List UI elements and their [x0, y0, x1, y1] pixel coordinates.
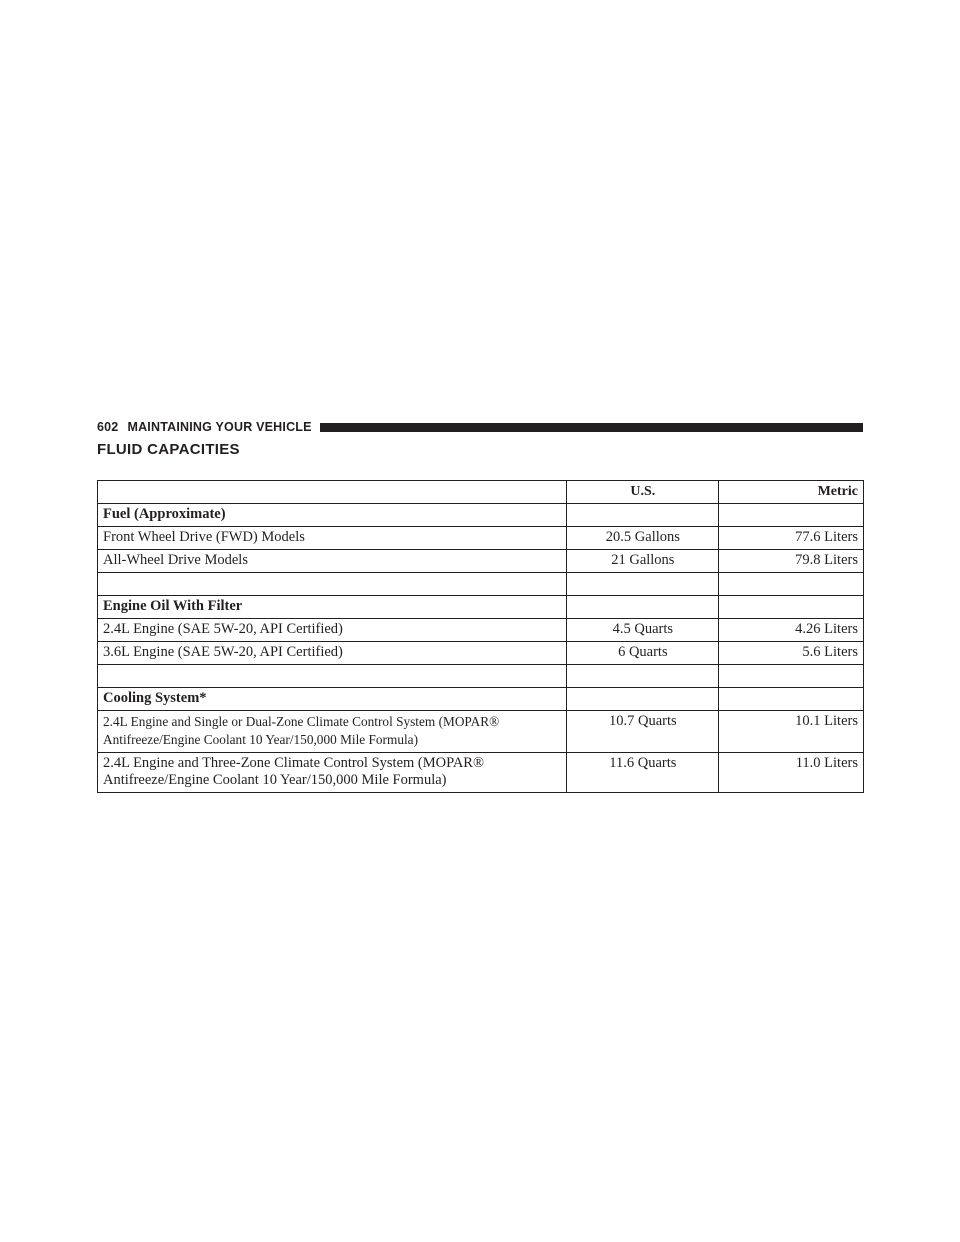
row-metric-value: [719, 596, 864, 619]
page-number: 602: [97, 420, 119, 434]
table-row: [98, 527, 864, 550]
row-metric-value: 10.1 Liters: [719, 711, 864, 753]
row-us-value: [567, 665, 719, 688]
table-row: [98, 619, 864, 642]
row-description: All-Wheel Drive Models: [98, 550, 567, 573]
table-row-blank: [98, 665, 864, 688]
table-row: [98, 504, 864, 527]
row-us-value: [567, 573, 719, 596]
row-us-value: 21 Gallons: [567, 550, 719, 573]
row-metric-value: 11.0 Liters: [719, 753, 864, 793]
row-description: 3.6L Engine (SAE 5W-20, API Certified): [98, 642, 567, 665]
row-description: 2.4L Engine and Single or Dual-Zone Climate Control System (MOPAR® Antifreeze/Engine Coolant 10 Year/150,000 Mile Formula): [98, 711, 567, 753]
page-title: FLUID CAPACITIES: [97, 441, 240, 458]
row-description: [98, 665, 567, 688]
row-metric-value: 5.6 Liters: [719, 642, 864, 665]
row-us-value: 6 Quarts: [567, 642, 719, 665]
column-header-metric: Metric: [719, 481, 864, 504]
row-us-value: 4.5 Quarts: [567, 619, 719, 642]
row-description: [98, 573, 567, 596]
row-description: Fuel (Approximate): [98, 504, 567, 527]
column-header-us: U.S.: [567, 481, 719, 504]
row-metric-value: 4.26 Liters: [719, 619, 864, 642]
row-us-value: [567, 596, 719, 619]
row-us-value: 20.5 Gallons: [567, 527, 719, 550]
column-header-description: [98, 481, 567, 504]
row-us-value: [567, 688, 719, 711]
fluid-capacities-table: [97, 480, 864, 793]
row-metric-value: [719, 665, 864, 688]
table-row: [98, 596, 864, 619]
header-rule: [320, 423, 863, 432]
row-metric-value: [719, 504, 864, 527]
section-name: MAINTAINING YOUR VEHICLE: [127, 420, 312, 434]
table-row: [98, 550, 864, 573]
row-description: 2.4L Engine (SAE 5W-20, API Certified): [98, 619, 567, 642]
row-metric-value: [719, 688, 864, 711]
row-metric-value: 77.6 Liters: [719, 527, 864, 550]
row-us-value: [567, 504, 719, 527]
table-row: [98, 753, 864, 793]
row-description: Cooling System*: [98, 688, 567, 711]
row-metric-value: [719, 573, 864, 596]
table-row-blank: [98, 573, 864, 596]
table-row: [98, 688, 864, 711]
page-header: [97, 418, 863, 436]
row-us-value: 10.7 Quarts: [567, 711, 719, 753]
table-header-row: [98, 481, 864, 504]
row-description: Front Wheel Drive (FWD) Models: [98, 527, 567, 550]
row-description: Engine Oil With Filter: [98, 596, 567, 619]
row-description: 2.4L Engine and Three-Zone Climate Control System (MOPAR® Antifreeze/Engine Coolant 10 Year/150,000 Mile Formula): [98, 753, 567, 793]
row-metric-value: 79.8 Liters: [719, 550, 864, 573]
table-row: [98, 711, 864, 753]
table-row: [98, 642, 864, 665]
row-us-value: 11.6 Quarts: [567, 753, 719, 793]
